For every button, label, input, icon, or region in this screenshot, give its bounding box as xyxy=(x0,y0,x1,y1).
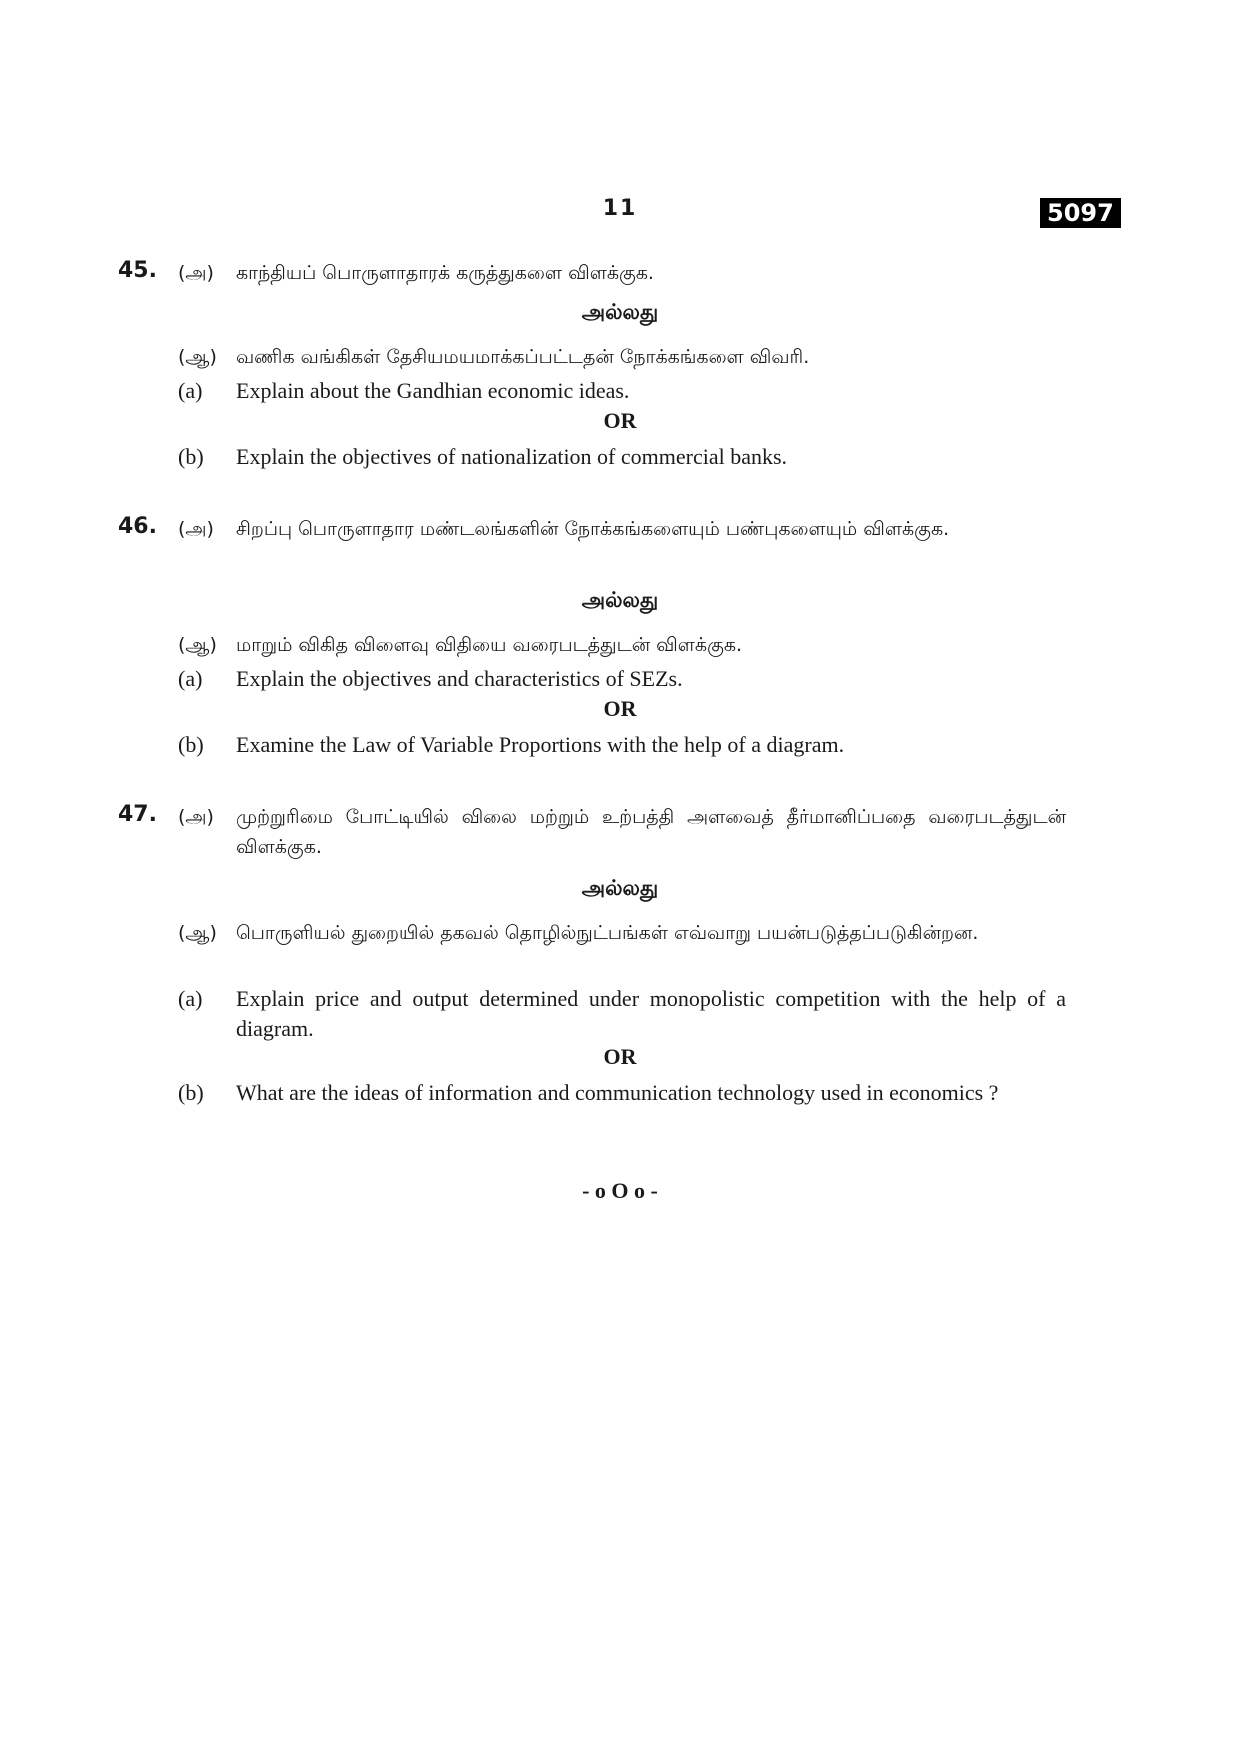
english-or-divider: OR xyxy=(603,696,637,721)
english-option-b-label: (b) xyxy=(178,732,204,757)
english-or-divider: OR xyxy=(603,408,637,433)
tamil-option-b-text: மாறும் விகித விளைவு விதியை வரைபடத்துடன் விளக்குக. xyxy=(236,634,743,656)
tamil-option-b-text: பொருளியல் துறையில் தகவல் தொழில்நுட்பங்கள் எவ்வாறு பயன்படுத்தப்படுகின்றன. xyxy=(236,922,979,944)
english-option-a-label: (a) xyxy=(178,986,203,1011)
page-number: 11 xyxy=(602,196,638,221)
english-option-b-label: (b) xyxy=(178,444,204,469)
tamil-option-a-label: (அ) xyxy=(178,262,214,284)
question-number: 47. xyxy=(118,802,157,827)
tamil-option-a-label: (அ) xyxy=(178,518,214,540)
question-number: 46. xyxy=(118,514,157,539)
paper-code-badge: 5097 xyxy=(1040,198,1121,228)
tamil-option-a-label: (அ) xyxy=(178,806,214,828)
english-option-a-text: Explain the objectives and characteristics of SEZs. xyxy=(236,666,683,691)
tamil-option-b-text: வணிக வங்கிகள் தேசியமயமாக்கப்பட்டதன் நோக்கங்களை விவரி. xyxy=(236,346,810,368)
end-of-paper-mark: - o O o - xyxy=(582,1178,658,1203)
english-option-a-label: (a) xyxy=(178,378,203,403)
tamil-option-b-label: (ஆ) xyxy=(178,922,217,944)
question-number: 45. xyxy=(118,258,157,283)
english-option-a-text: Explain price and output determined under monopolistic competition with the help of a diagram. xyxy=(236,986,1066,1041)
tamil-option-b-label: (ஆ) xyxy=(178,346,217,368)
english-option-b-label: (b) xyxy=(178,1080,204,1105)
english-option-b-text: What are the ideas of information and communication technology used in economics ? xyxy=(236,1080,999,1105)
tamil-option-a-text: காந்தியப் பொருளாதாரக் கருத்துகளை விளக்குக. xyxy=(236,262,654,284)
english-option-a-label: (a) xyxy=(178,666,203,691)
tamil-or-divider: அல்லது xyxy=(581,876,659,900)
english-option-b-text: Examine the Law of Variable Proportions with the help of a diagram. xyxy=(236,732,845,757)
tamil-or-divider: அல்லது xyxy=(581,588,659,612)
tamil-or-divider: அல்லது xyxy=(581,300,659,324)
english-or-divider: OR xyxy=(603,1044,637,1069)
tamil-option-a-text: முற்றுரிமை போட்டியில் விலை மற்றும் உற்பத்தி அளவைத் தீர்மானிப்பதை வரைபடத்துடன் விளக்குக. xyxy=(236,806,1066,858)
tamil-option-a-text: சிறப்பு பொருளாதார மண்டலங்களின் நோக்கங்களையும் பண்புகளையும் விளக்குக. xyxy=(236,518,950,540)
english-option-b-text: Explain the objectives of nationalization of commercial banks. xyxy=(236,444,788,469)
english-option-a-text: Explain about the Gandhian economic ideas. xyxy=(236,378,630,403)
tamil-option-b-label: (ஆ) xyxy=(178,634,217,656)
